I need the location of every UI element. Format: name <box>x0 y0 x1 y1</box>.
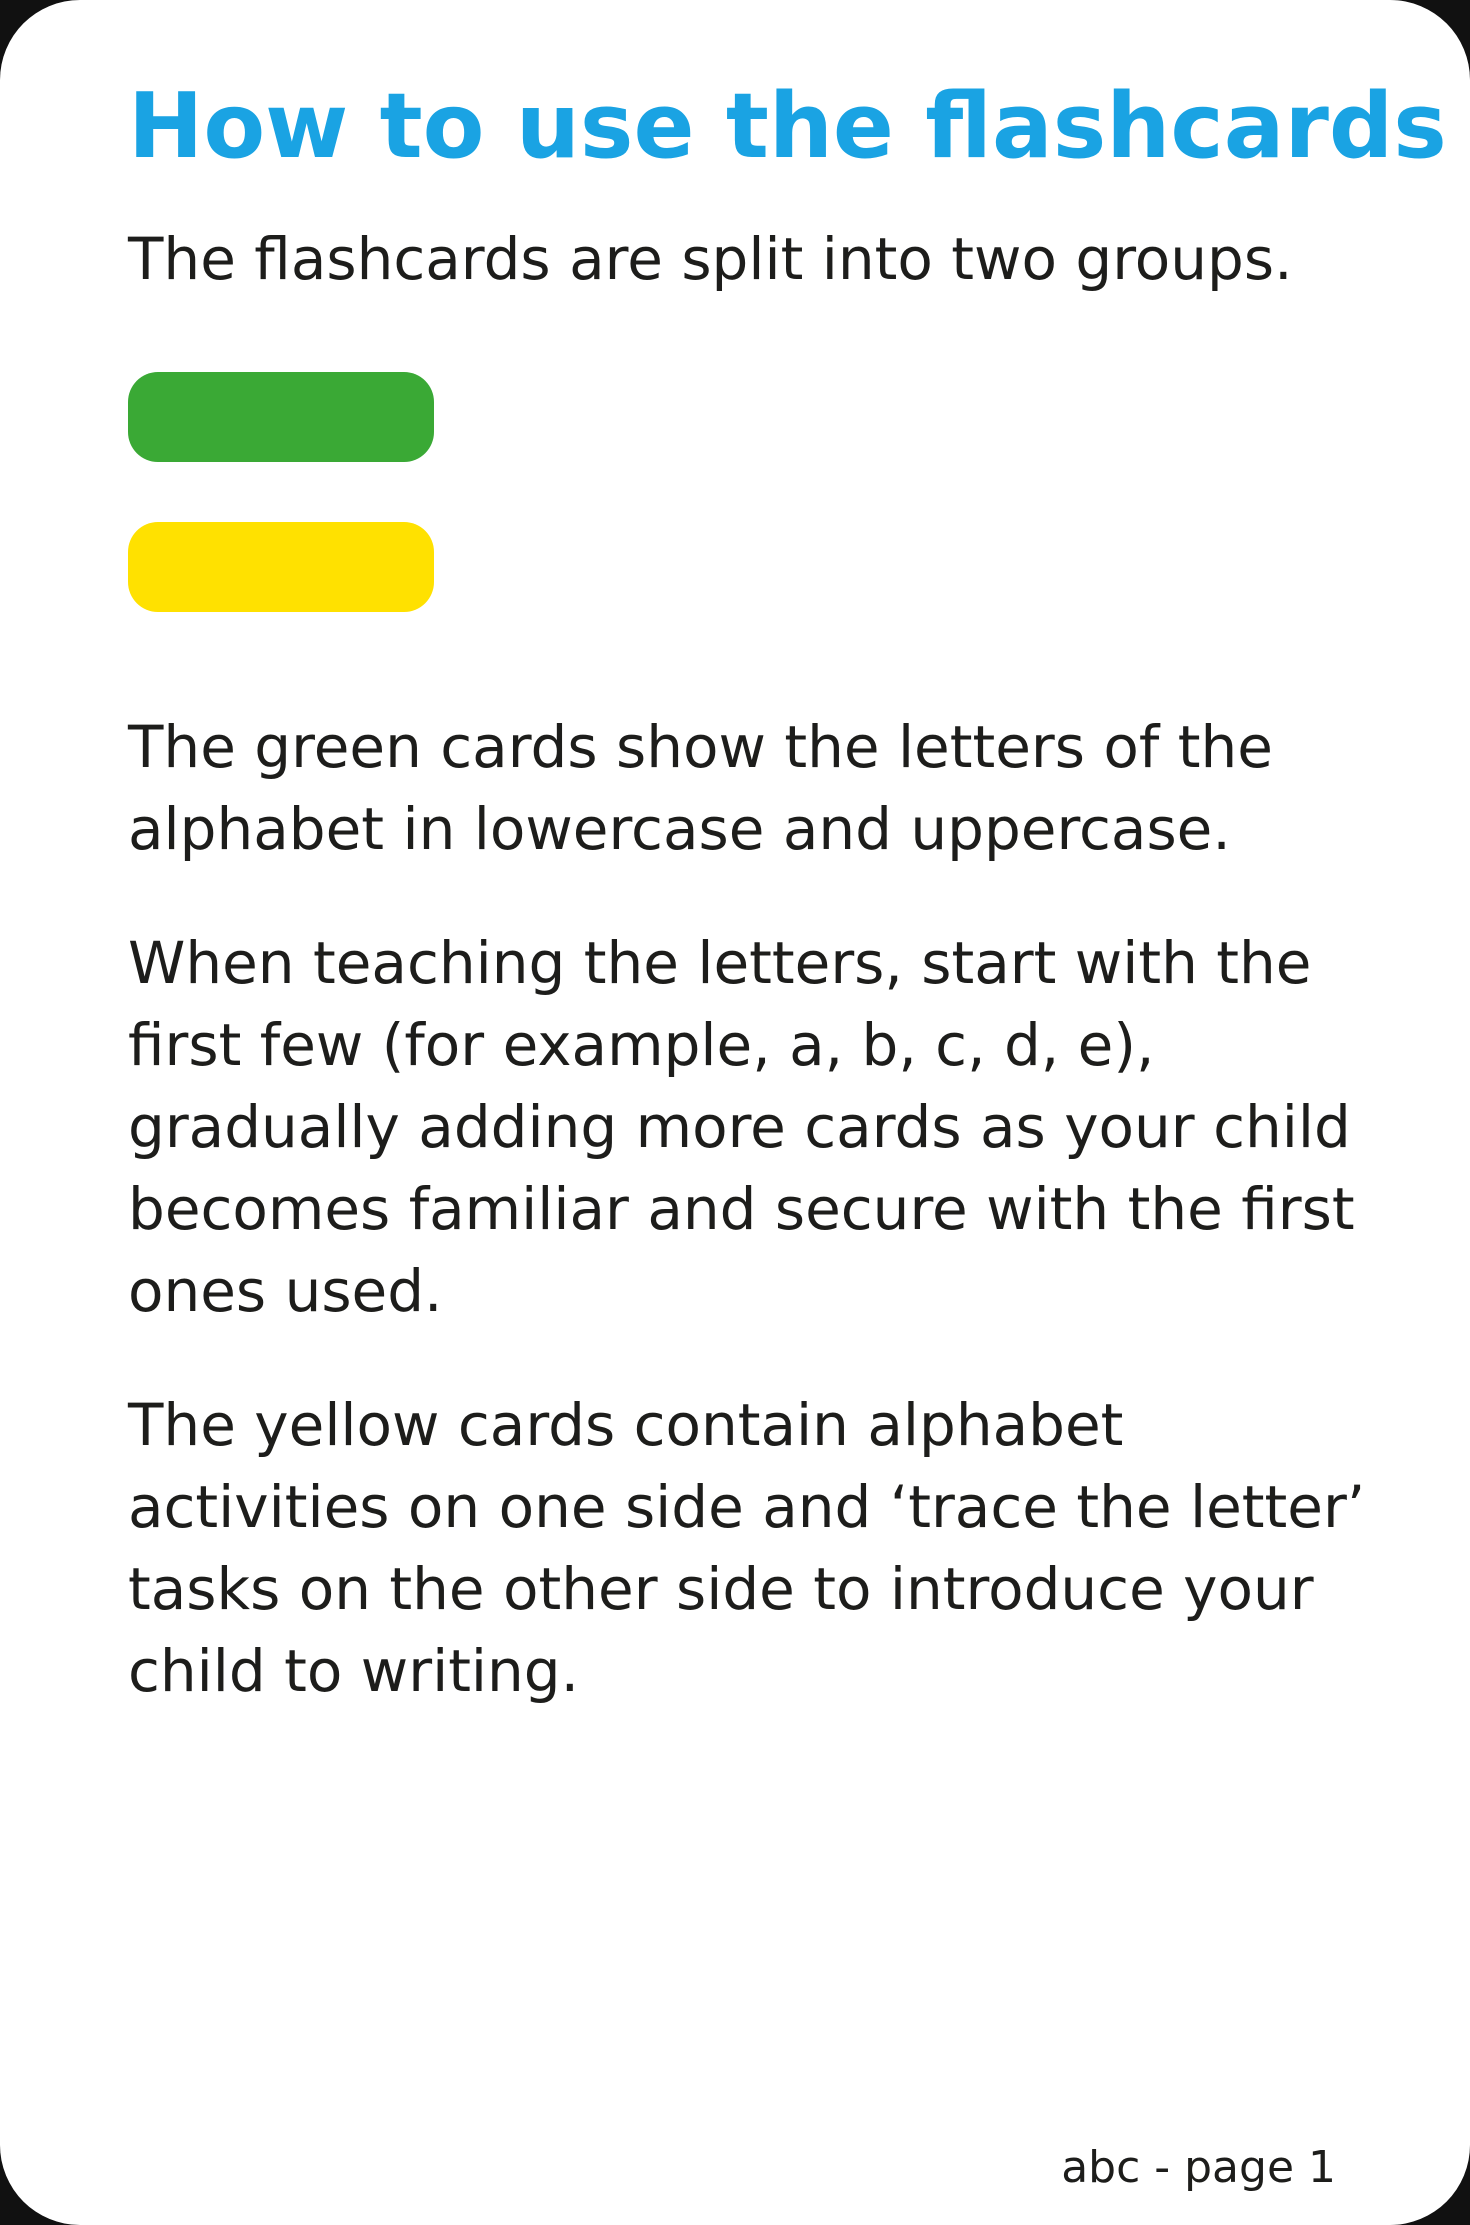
page-number: abc - page 1 <box>1061 2142 1336 2193</box>
intro-text: The flashcards are split into two groups. <box>128 225 1293 293</box>
paragraph-yellow-cards: The yellow cards contain alphabet activities on one side and ‘trace the letter’ tasks on the other side to introduce your child to writing. <box>128 1391 1366 1705</box>
green-card-swatch <box>128 372 434 462</box>
page-title: How to use the flashcards <box>128 74 1447 179</box>
paragraph-teaching-letters: When teaching the letters, start with the first few (for example, a, b, c, d, e), gradually adding more cards as your child becomes familiar and secure with the first ones used. <box>128 929 1355 1325</box>
paragraph-green-cards: The green cards show the letters of the alphabet in lowercase and uppercase. <box>128 713 1273 863</box>
yellow-card-swatch <box>128 522 434 612</box>
